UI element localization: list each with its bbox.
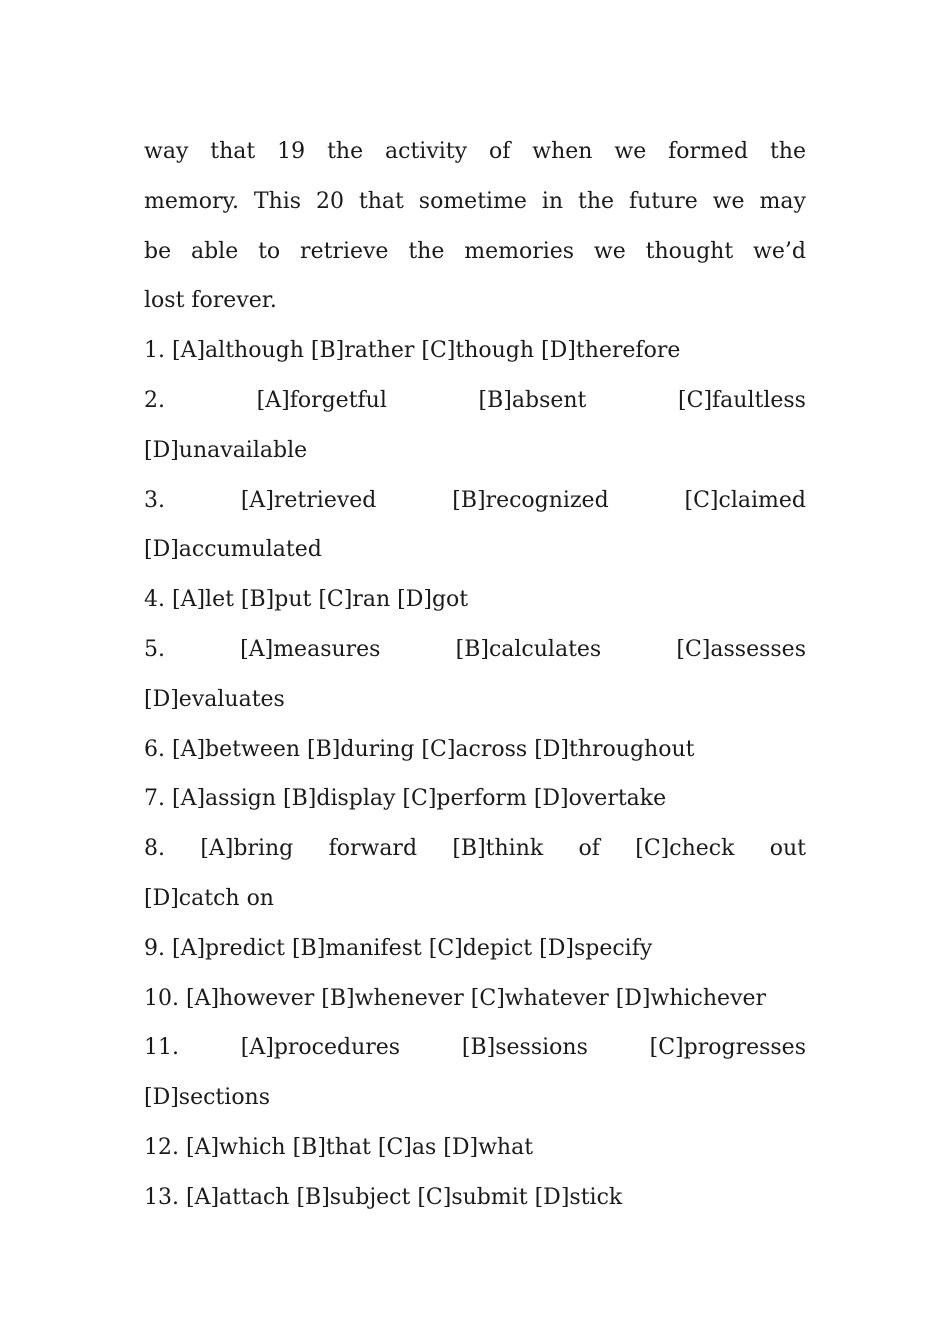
question-number: 10. [144, 985, 186, 1011]
option-label: [C]submit [410, 1184, 528, 1210]
passage-word: that [210, 139, 256, 164]
passage-line [144, 227, 806, 277]
passage-word: sometime [418, 188, 527, 214]
option-label: [B]during [300, 736, 415, 762]
question-1 [144, 326, 806, 376]
passage-word: memory. [144, 188, 240, 214]
question-3 [144, 476, 806, 526]
option-label: [B]display [276, 786, 396, 812]
option-label: [A]bring [200, 836, 294, 862]
option-label: [B]that [285, 1134, 371, 1160]
option-label: [A]attach [185, 1184, 290, 1210]
question-number: 13. [144, 1184, 186, 1210]
question-number: 1. [144, 338, 172, 364]
option-label: [A]forgetful [256, 387, 387, 413]
option-label: [A]which [185, 1134, 286, 1160]
question-number: 8. [144, 836, 165, 862]
passage-word: 20 [316, 188, 344, 214]
passage-word: of [488, 139, 511, 164]
option-label: [C]though [414, 338, 535, 364]
question-4 [144, 575, 806, 625]
question-number: 7. [144, 786, 172, 812]
question-3-cont [144, 525, 806, 575]
passage-word: future [628, 188, 698, 214]
passage-word: the [578, 188, 615, 214]
question-13 [144, 1173, 806, 1223]
option-label: [B]whenever [314, 985, 464, 1011]
passage-word: activity [385, 139, 468, 164]
option-label: [B]think [452, 836, 544, 862]
option-label: [A]assign [171, 786, 277, 812]
option-label: [D]evaluates [144, 686, 285, 712]
passage-word: may [759, 188, 806, 214]
option-label: [D]specify [532, 935, 653, 961]
option-label: [C]faultless [678, 387, 806, 413]
question-7 [144, 774, 806, 824]
option-label: out [769, 836, 806, 862]
option-label: [B]sessions [461, 1035, 588, 1061]
passage-word: thought [645, 238, 734, 264]
passage-line-text: lost forever. [144, 288, 277, 314]
option-label: [C]depict [421, 935, 533, 961]
option-label: [A]procedures [240, 1035, 401, 1061]
question-number: 11. [144, 1035, 179, 1061]
option-label: [D]overtake [526, 786, 667, 812]
option-label: [D]unavailable [144, 437, 308, 463]
passage-word: we’d [753, 238, 806, 264]
option-label: [B]recognized [452, 487, 609, 513]
question-8-cont [144, 874, 806, 924]
option-label: [A]let [171, 587, 234, 613]
passage-word: we [593, 238, 626, 264]
document-body [144, 127, 806, 1223]
question-12 [144, 1123, 806, 1173]
passage-word: formed [668, 139, 749, 164]
passage-line [144, 177, 806, 227]
option-label: [B]subject [289, 1184, 411, 1210]
passage-word: memories [464, 238, 575, 264]
passage-word: the [769, 139, 806, 164]
question-number: 6. [144, 736, 172, 762]
passage-word: be [144, 238, 172, 264]
question-5 [144, 625, 806, 675]
option-label: [C]assesses [676, 636, 806, 662]
option-label: [A]predict [171, 935, 285, 961]
option-label: [C]perform [395, 786, 527, 812]
question-5-cont [144, 675, 806, 725]
passage-word: This [253, 188, 302, 214]
option-label: [C]check [635, 836, 735, 862]
passage-line [144, 127, 806, 177]
passage-word: able [190, 238, 239, 264]
passage-word: we [614, 139, 647, 164]
option-label: [A]although [171, 338, 304, 364]
option-label: [C]whatever [463, 985, 609, 1011]
option-label: [A]between [171, 736, 301, 762]
option-label: [D]sections [144, 1085, 271, 1111]
option-label: forward [328, 836, 418, 862]
option-label: [D]got [390, 587, 469, 613]
passage-word: the [327, 139, 364, 164]
option-label: [D]whichever [608, 985, 767, 1011]
question-2 [144, 376, 806, 426]
passage-word: in [541, 188, 564, 214]
question-number: 9. [144, 935, 172, 961]
option-label: [D]throughout [527, 736, 695, 762]
question-number: 4. [144, 587, 172, 613]
question-6 [144, 725, 806, 775]
passage-word: retrieve [300, 238, 389, 264]
passage-word: 19 [277, 139, 306, 164]
option-label: [C]ran [311, 587, 391, 613]
option-label: [D]therefore [534, 338, 681, 364]
option-label: [D]catch on [144, 885, 274, 911]
option-label: [C]claimed [684, 487, 806, 513]
option-label: [B]calculates [455, 636, 602, 662]
question-number: 12. [144, 1134, 186, 1160]
passage-word: when [532, 139, 593, 164]
passage-word: the [408, 238, 445, 264]
question-8 [144, 824, 806, 874]
question-2-cont [144, 426, 806, 476]
option-label: [B]absent [478, 387, 587, 413]
question-10 [144, 974, 806, 1024]
question-9 [144, 924, 806, 974]
passage-word: to [258, 238, 281, 264]
passage-word: that [358, 188, 404, 214]
option-label: [A]measures [240, 636, 381, 662]
option-label: [D]what [436, 1134, 534, 1160]
passage-word: we [712, 188, 745, 214]
question-11 [144, 1023, 806, 1073]
option-label: [A]however [185, 985, 315, 1011]
option-label: [C]as [370, 1134, 437, 1160]
option-label: [C]progresses [649, 1035, 806, 1061]
option-label: [A]retrieved [240, 487, 377, 513]
question-11-cont [144, 1073, 806, 1123]
option-label: [D]accumulated [144, 537, 322, 563]
option-label: of [578, 836, 600, 862]
passage-line [144, 276, 806, 326]
question-number: 5. [144, 636, 165, 662]
question-number: 2. [144, 387, 165, 413]
option-label: [D]stick [527, 1184, 623, 1210]
option-label: [C]across [414, 736, 528, 762]
option-label: [B]put [233, 587, 312, 613]
option-label: [B]rather [303, 338, 415, 364]
option-label: [B]manifest [284, 935, 422, 961]
passage-word: way [144, 139, 189, 164]
question-number: 3. [144, 487, 165, 513]
